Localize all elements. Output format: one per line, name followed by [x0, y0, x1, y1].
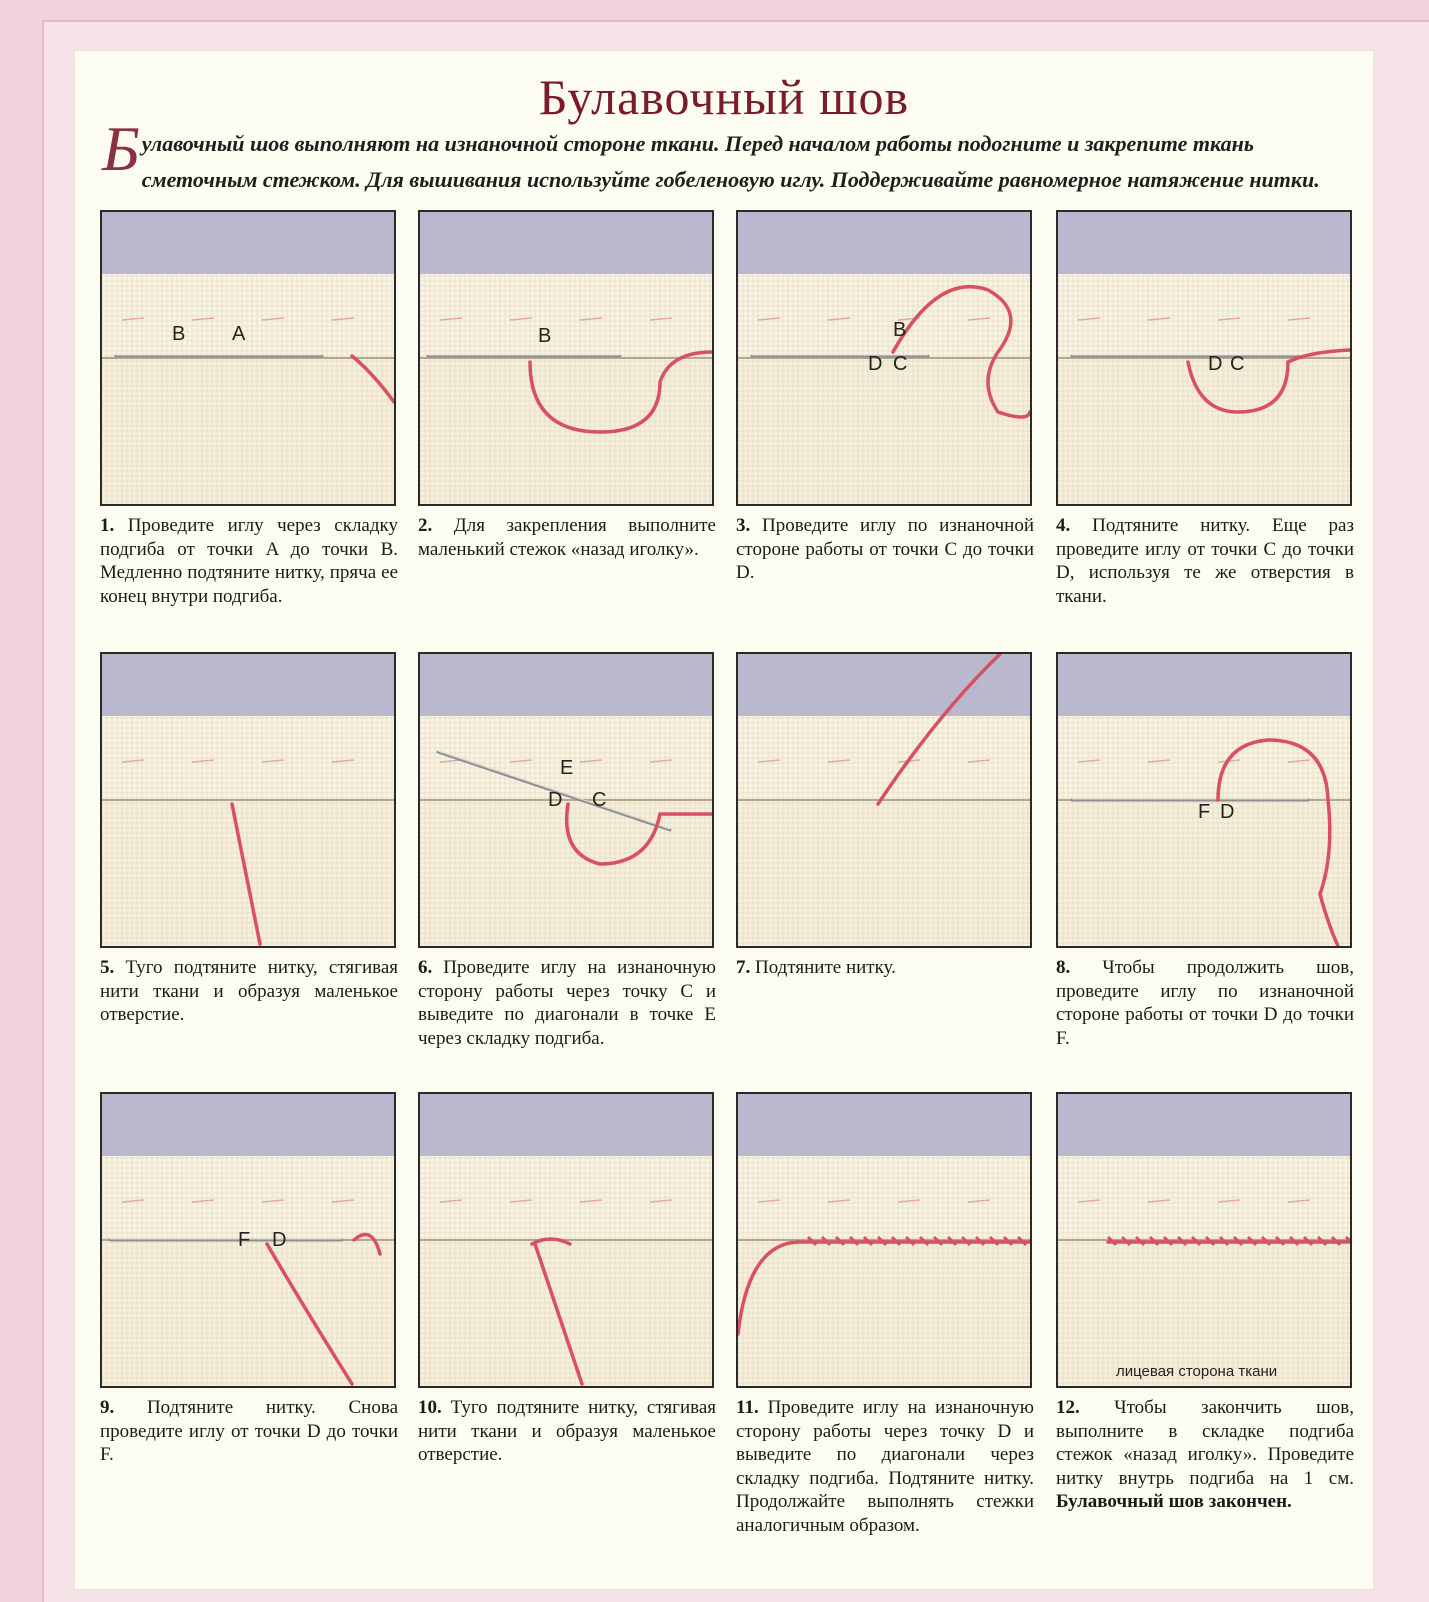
step-caption-3: [736, 514, 1034, 585]
step-photo-5: [100, 652, 396, 948]
point-label: A: [232, 323, 246, 345]
step-photo-3: [736, 210, 1032, 506]
point-label: F: [1198, 801, 1211, 823]
point-label: D: [1208, 353, 1223, 375]
step-caption-9: [100, 1396, 398, 1467]
step-text: Для закрепления выполните маленький стежок «назад иголку».: [418, 515, 716, 560]
point-label: D: [1220, 801, 1235, 823]
step-caption-12: [1056, 1396, 1354, 1514]
step-photo-8: [1056, 652, 1352, 948]
step-caption-10: [418, 1396, 716, 1467]
step-text: Чтобы продолжить шов, проведите иглу по изнаночной стороне работы от точки D до точки F.: [1056, 957, 1354, 1049]
step-number: 1.: [100, 515, 128, 536]
step-photo-2: [418, 210, 714, 506]
point-label: B: [172, 323, 186, 345]
intro-dropcap: Б: [102, 113, 140, 184]
step-photo-7: [736, 652, 1032, 948]
step-number: 9.: [100, 1397, 147, 1418]
step-number: 2.: [418, 515, 454, 536]
point-label: C: [1230, 353, 1245, 375]
step-text: Подтяните нитку. Еще раз проведите иглу от точки C до точки D, используя те же отверстия в ткани.: [1056, 515, 1355, 607]
step-text: Проведите иглу через складку подгиба от точки A до точки B. Медленно подтяните нитку, пряча ее конец внутри подгиба.: [100, 515, 398, 607]
step-number: 5.: [100, 957, 126, 978]
point-label: C: [893, 353, 908, 375]
step-text: Проведите иглу на изнаночную сторону работы через точку D и выведите по диагонали через складку подгиба. Подтяните нитку. Продолжайте выполнять стежки аналогичным образом.: [736, 1397, 1034, 1536]
step-caption-2: [418, 514, 716, 561]
step-photo-1: [100, 210, 396, 506]
step-caption-6: [418, 956, 716, 1050]
step-caption-7: [736, 956, 1034, 980]
step-text: Проведите иглу на изнаночную сторону работы через точку C и выведите по диагонали в точке E через складку подгиба.: [418, 957, 716, 1049]
step-conclusion: Булавочный шов закончен.: [1056, 1491, 1292, 1512]
step-text: Подтяните нитку.: [755, 957, 896, 978]
step-caption-8: [1056, 956, 1354, 1050]
step-photo-6: [418, 652, 714, 948]
step-number: 8.: [1056, 957, 1103, 978]
point-label: E: [560, 757, 574, 779]
point-label: B: [893, 319, 907, 341]
step-number: 6.: [418, 957, 444, 978]
step-text: Туго подтяните нитку, стягивая нити ткани и образуя маленькое отверстие.: [100, 957, 398, 1025]
step-caption-1: [100, 514, 398, 608]
step-caption-11: [736, 1396, 1034, 1537]
point-label: D: [272, 1229, 287, 1251]
intro-text: улавочный шов выполняют на изнаночной стороне ткани. Перед началом работы подогните и закрепите ткань сметочным стежком. Для вышивания используйте гобеленовую иглу. Поддерживайте равномерное натяжение нитки.: [141, 131, 1320, 192]
point-label: C: [592, 789, 607, 811]
intro-paragraph: [102, 113, 1352, 198]
step-text: Чтобы закончить шов, выполните в складке подгиба стежок «назад иголку». Проведите нитку внутрь подгиба на 1 см.: [1056, 1397, 1354, 1489]
step-caption-4: [1056, 514, 1354, 608]
step-photo-9: [100, 1092, 396, 1388]
page-title: Булавочный шов: [538, 69, 910, 125]
magazine-page: [74, 50, 1374, 1590]
step-photo-4: [1056, 210, 1352, 506]
step-photo-10: [418, 1092, 714, 1388]
step-photo-11: [736, 1092, 1032, 1388]
point-label: D: [868, 353, 883, 375]
step-text: Подтяните нитку. Снова проведите иглу от точки D до точки F.: [100, 1397, 398, 1465]
point-label: F: [238, 1229, 251, 1251]
step-number: 7.: [736, 957, 755, 978]
step-number: 10.: [418, 1397, 451, 1418]
step-number: 4.: [1056, 515, 1093, 536]
step-text: Проведите иглу по изнаночной стороне работы от точки C до точки D.: [736, 515, 1034, 583]
point-label: D: [548, 789, 563, 811]
step-number: 3.: [736, 515, 762, 536]
step-number: 12.: [1056, 1397, 1115, 1418]
point-label: B: [538, 325, 552, 347]
photo-caption: лицевая сторона ткани: [1116, 1363, 1278, 1380]
step-caption-5: [100, 956, 398, 1027]
step-photo-12: [1056, 1092, 1352, 1388]
step-text: Туго подтяните нитку, стягивая нити ткани и образуя маленькое отверстие.: [418, 1397, 716, 1465]
step-number: 11.: [736, 1397, 768, 1418]
